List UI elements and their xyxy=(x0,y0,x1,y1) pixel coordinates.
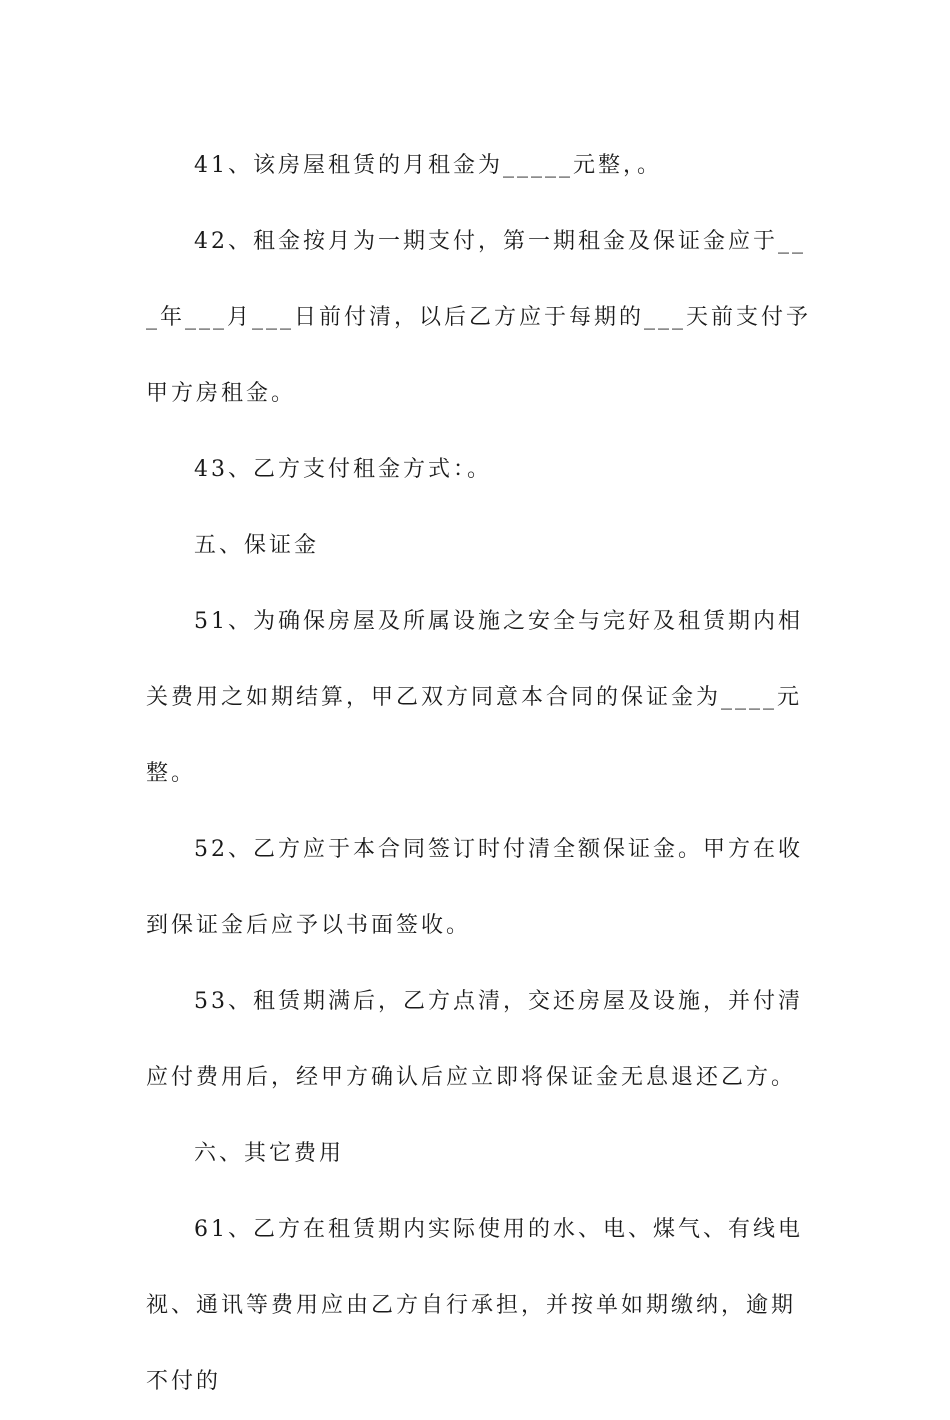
section-heading-other-fees: 六、其它费用 xyxy=(194,1141,345,1166)
paragraph-51-deposit-amount: 51、为确保房屋及所属设施之安全与完好及租赁期内相关费用之如期结算，甲乙双方同意本合同的保证金为____元整。 xyxy=(146,609,803,786)
section-heading-deposit: 五、保证金 xyxy=(194,533,320,558)
paragraph-42-payment-schedule: 42、租金按月为一期支付，第一期租金及保证金应于___年___月___日前付清，以后乙方应于每期的___天前支付予甲方房租金。 xyxy=(146,229,812,406)
paragraph-52-deposit-payment: 52、乙方应于本合同签订时付清全额保证金。甲方在收到保证金后应予以书面签收。 xyxy=(146,837,803,938)
paragraph-53-deposit-refund: 53、租赁期满后，乙方点清，交还房屋及设施，并付清应付费用后，经甲方确认后应立即将保证金无息退还乙方。 xyxy=(146,989,803,1090)
paragraph-41-monthly-rent: 41、该房屋租赁的月租金为_____元整，。 xyxy=(194,153,662,178)
paragraph-43-payment-method: 43、乙方支付租金方式：。 xyxy=(194,457,492,482)
document-body xyxy=(146,128,816,1420)
paragraph-61-utility-fees: 61、乙方在租赁期内实际使用的水、电、煤气、有线电视、通讯等费用应由乙方自行承担，并按单如期缴纳，逾期不付的 xyxy=(146,1217,803,1394)
